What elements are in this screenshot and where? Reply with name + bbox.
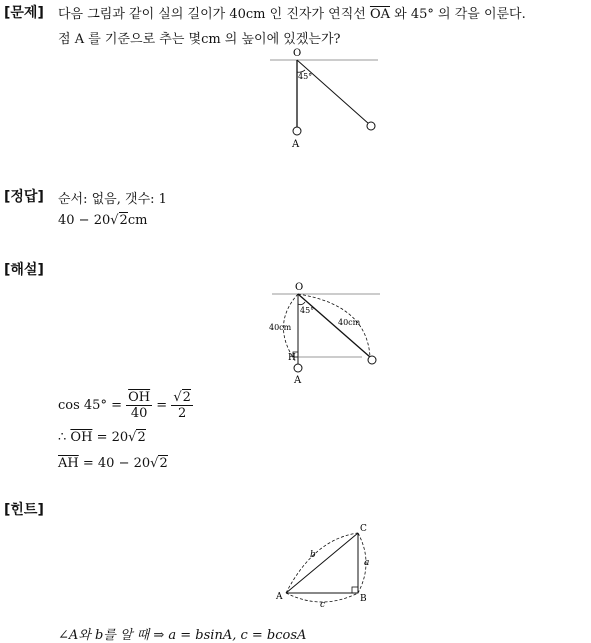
explanation-eq1: cos 45° = $\frac{\overline{OH}}{40}$ = $\frac{√2}{2}$	[58, 390, 191, 421]
label-left-len: 40cm	[269, 323, 292, 332]
answer-line1: 순서: 없음, 갯수: 1	[58, 192, 167, 207]
answer-line2: 40 − 20√2cm	[58, 213, 148, 228]
label-a: A	[292, 139, 300, 150]
explanation-figure	[262, 280, 386, 386]
explanation-eq3: $\overline{AH} = 40 - 20√2$	[58, 456, 168, 471]
answer-label: [정답]	[4, 189, 44, 205]
explanation-label: [해설]	[4, 262, 44, 278]
hint-formula: ∠A와 b를 알 때 ⇒ a = bsinA, c = bcosA	[58, 628, 307, 643]
label-angle: 45°	[300, 306, 315, 315]
label-side-b: b	[310, 550, 316, 560]
label-b: B	[360, 594, 367, 604]
label-angle: 45°	[298, 72, 313, 81]
problem-text-line1: 다음 그림과 같이 실의 길이가 40cm 인 진자가 연직선 $\overline{OA}$ 와 45° 의 각을 이룬다.	[58, 7, 526, 22]
bob-a	[294, 364, 302, 372]
label-c: C	[360, 524, 367, 534]
pendulum-figure	[265, 46, 385, 150]
label-h: H	[288, 353, 296, 363]
label-a: A	[276, 592, 283, 602]
hint-triangle-figure	[274, 519, 384, 609]
explanation-eq2: ∴ $\overline{OH} = 20√2$	[58, 430, 146, 445]
bob-a	[293, 127, 301, 135]
label-o: O	[293, 48, 302, 59]
bob-swung	[367, 122, 375, 130]
label-o: O	[295, 282, 304, 293]
label-side-a: a	[364, 558, 370, 568]
hint-label: [힌트]	[4, 502, 44, 518]
bob-swung	[368, 356, 376, 364]
label-a: A	[294, 375, 302, 386]
label-right-len: 40cm	[338, 318, 361, 327]
problem-text-line2: 점 A 를 기준으로 추는 몇cm 의 높이에 있겠는가?	[58, 32, 341, 47]
segment-oa: $\overline{OA}$	[369, 7, 390, 22]
problem-label: [문제]	[4, 5, 44, 21]
label-side-c: c	[320, 600, 326, 609]
